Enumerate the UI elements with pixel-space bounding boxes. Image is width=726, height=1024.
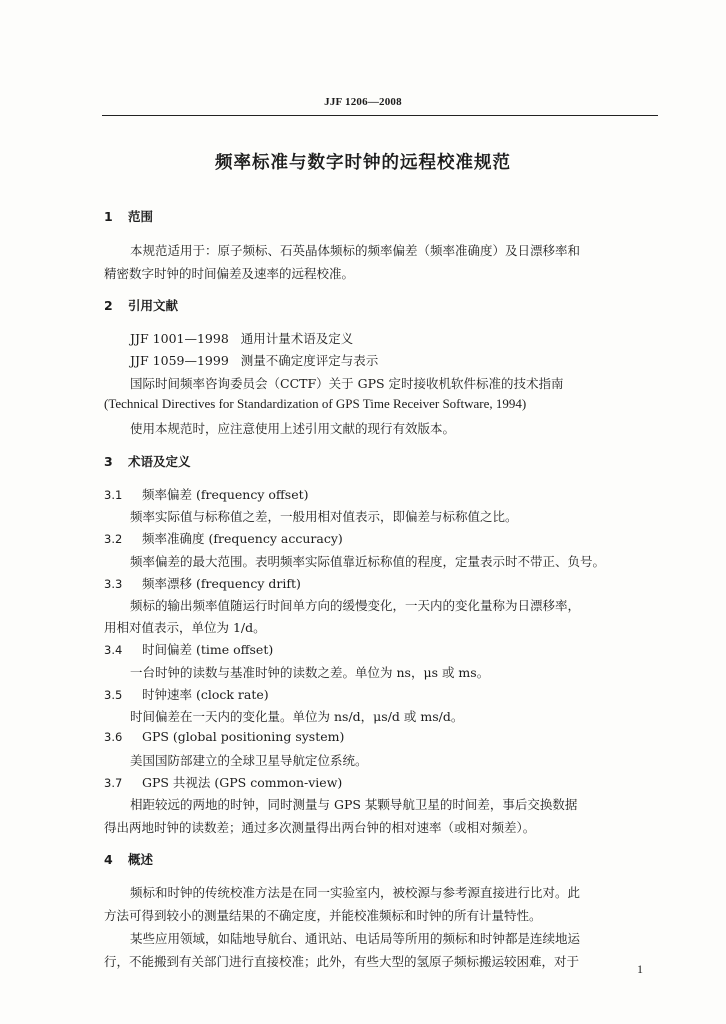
term-heading [104,773,342,791]
term-heading [104,485,309,503]
term-number: 3.6 [104,730,123,744]
term-number: 3.5 [104,688,123,702]
term-definition: 相距较远的两地的时钟，同时测量与 GPS 某颗导航卫星的时间差，事后交换数据 [130,797,578,812]
term-heading [104,640,273,658]
document-title: 频率标准与数字时钟的远程校准规范 [215,153,511,173]
section-4-heading [104,850,153,868]
reference-item: JJF 1059—1999 测量不确定度评定与表示 [130,353,379,368]
term-definition: 得出两地时钟的读数差；通过多次测量得出两台钟的相对速率（或相对频差）。 [104,820,536,835]
section-number: 3 [104,454,113,469]
page-number: 1 [637,962,643,976]
term-number: 3.3 [104,577,123,591]
section-3-heading [104,452,191,470]
term-number: 3.4 [104,643,123,657]
section-1-text-line: 精密数字时钟的时间偏差及速率的远程校准。 [104,266,355,281]
term-name: 时钟速率 (clock rate) [142,687,269,702]
section-title: 术语及定义 [128,454,191,469]
section-2-heading [104,296,178,314]
term-name: 时间偏差 (time offset) [142,642,274,657]
term-name: 频率漂移 (frequency drift) [142,576,301,591]
reference-item: JJF 1001—1998 通用计量术语及定义 [130,331,354,346]
term-definition: 频率偏差的最大范围。表明频率实际值靠近标称值的程度，定量表示时不带正、负号。 [130,554,606,569]
section-title: 概述 [128,852,154,867]
term-definition: 频标的输出频率值随运行时间单方向的缓慢变化，一天内的变化量称为日漂移率， [130,598,581,613]
reference-item-english: (Technical Directives for Standardization of GPS Time Receiver Software, 1994) [104,396,527,411]
term-name: GPS (global positioning system) [142,729,345,744]
section-number: 2 [104,298,113,313]
header-rule [102,115,658,116]
section-1-text-line: 本规范适用于：原子频标、石英晶体频标的频率偏差（频率准确度）及日漂移率和 [130,243,581,258]
term-number: 3.7 [104,776,123,790]
section-number: 4 [104,852,113,867]
section-4-text-line: 某些应用领域，如陆地导航台、通讯站、电话局等所用的频标和时钟都是连续地运 [130,931,581,946]
term-heading [104,529,343,547]
term-definition: 时间偏差在一天内的变化量。单位为 ns/d，μs/d 或 ms/d。 [130,709,464,724]
section-4-text-line: 行，不能搬到有关部门进行直接校准；此外，有些大型的氢原子频标搬运较困难，对于 [104,954,580,969]
term-name: 频率准确度 (frequency accuracy) [142,531,343,546]
reference-item: 国际时间频率咨询委员会（CCTF）关于 GPS 定时接收机软件标准的技术指南 [130,376,564,391]
term-heading [104,729,344,744]
term-name: GPS 共视法 (GPS common-view) [142,775,343,790]
reference-note: 使用本规范时，应注意使用上述引用文献的现行有效版本。 [130,421,456,436]
term-number: 3.1 [104,488,123,502]
term-heading [104,574,301,592]
section-1-heading [104,207,153,225]
section-title: 范围 [128,209,154,224]
section-title: 引用文献 [128,298,179,313]
section-number: 1 [104,209,113,224]
standard-code-header: JJF 1206—2008 [324,96,402,108]
term-definition: 美国国防部建立的全球卫星导航定位系统。 [130,753,368,768]
term-name: 频率偏差 (frequency offset) [142,487,309,502]
term-definition: 一台时钟的读数与基准时钟的读数之差。单位为 ns，μs 或 ms。 [130,665,490,680]
term-number: 3.2 [104,532,123,546]
term-heading [104,685,269,703]
section-4-text-line: 频标和时钟的传统校准方法是在同一实验室内，被校源与参考源直接进行比对。此 [130,885,581,900]
section-4-text-line: 方法可得到较小的测量结果的不确定度，并能校准频标和时钟的所有计量特性。 [104,908,542,923]
term-definition: 用相对值表示，单位为 1/d。 [104,620,266,635]
term-definition: 频率实际值与标称值之差，一般用相对值表示，即偏差与标称值之比。 [130,509,518,524]
